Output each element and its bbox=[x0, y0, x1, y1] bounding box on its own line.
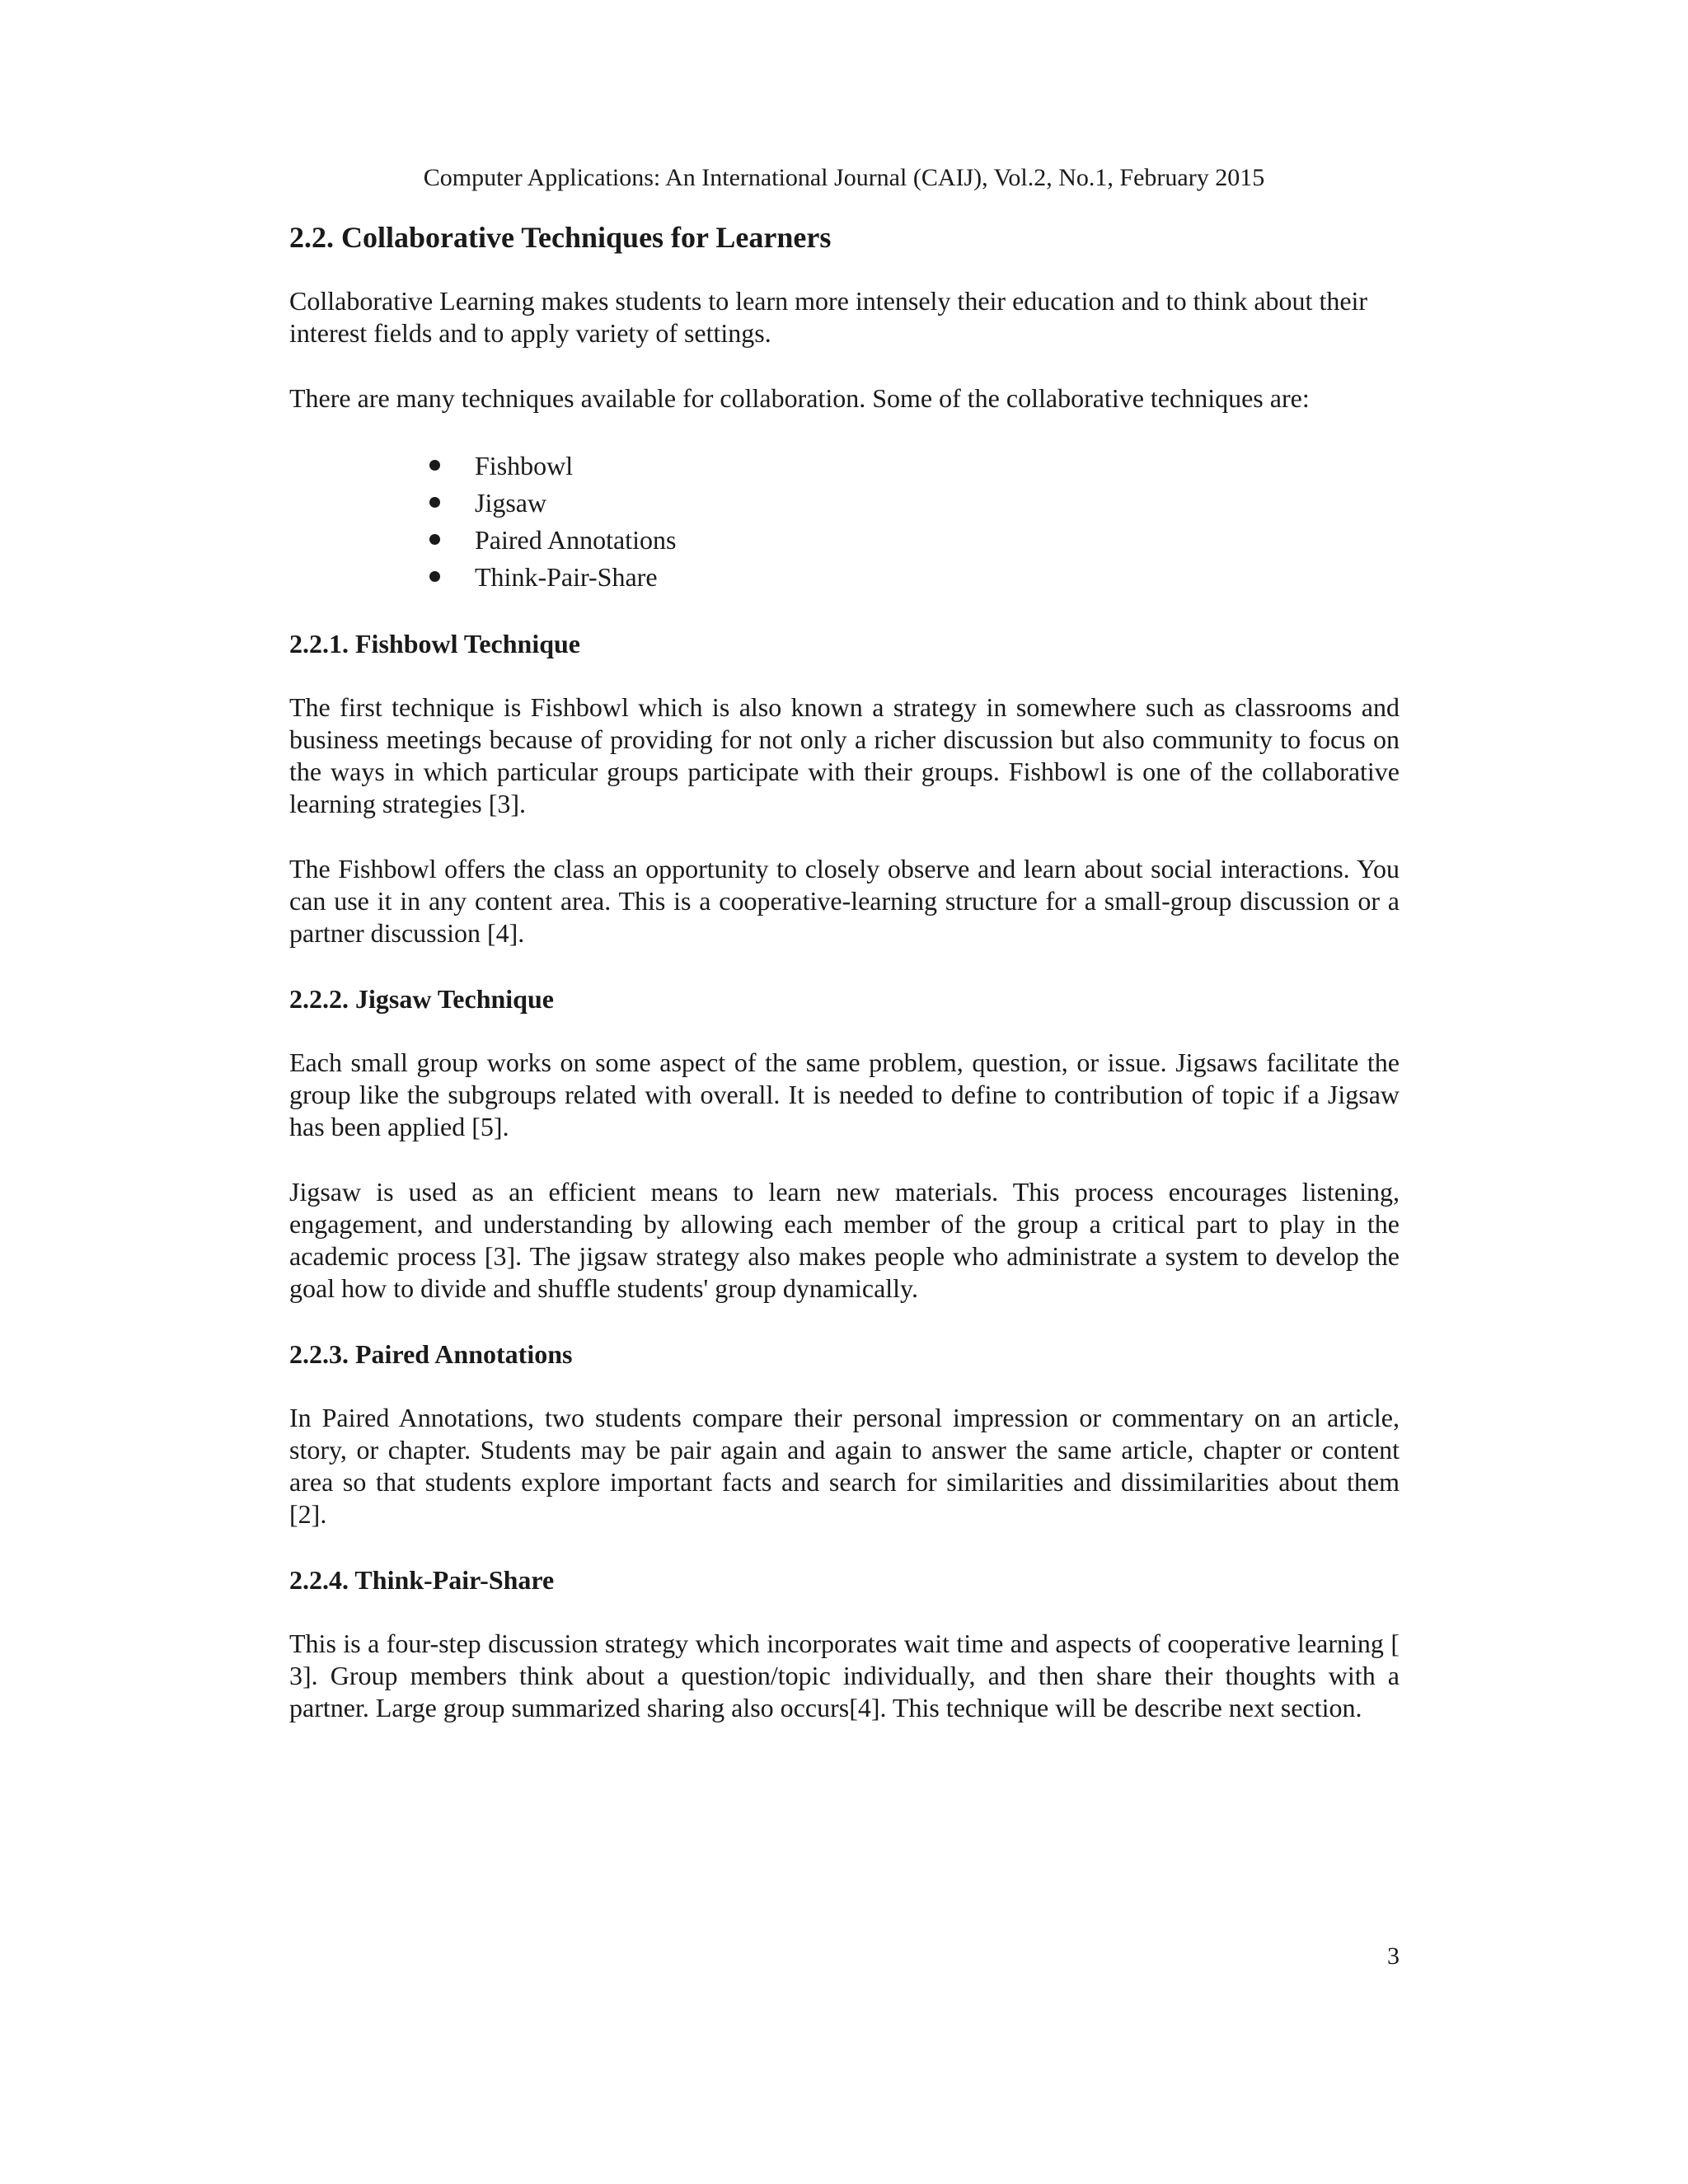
jigsaw-paragraph-2: Jigsaw is used as an efficient means to learn new materials. This process encourages listening, engagement, and understanding by allowing each member of the group a critical part to play in the academic process [3]. The jigsaw strategy also makes people who administrate a system to develop the goal how to divide and shuffle students' group dynamically. bbox=[289, 1177, 1400, 1303]
technique-list bbox=[289, 448, 1400, 596]
bullet-icon bbox=[429, 571, 440, 582]
intro-paragraph-1: Collaborative Learning makes students to learn more intensely their education and to think about their interest fields and to apply variety of settings. bbox=[289, 286, 1368, 348]
running-header: Computer Applications: An International Journal (CAIJ), Vol.2, No.1, February 2015 bbox=[423, 164, 1265, 191]
bullet-icon bbox=[429, 534, 440, 545]
fishbowl-paragraph-2: The Fishbowl offers the class an opportunity to closely observe and learn about social interactions. You can use it in any content area. This is a cooperative-learning structure for a small-group discussion or a partner discussion [4]. bbox=[289, 854, 1400, 948]
fishbowl-paragraph-1: The first technique is Fishbowl which is also known a strategy in somewhere such as classrooms and business meetings because of providing for not only a richer discussion but also community to focus on the ways in which particular groups participate with their groups. Fishbowl is one of the collaborative learning strategies [3]. bbox=[289, 692, 1400, 818]
section-heading: 2.2. Collaborative Techniques for Learners bbox=[289, 221, 832, 254]
bullet-icon bbox=[429, 460, 440, 471]
list-item bbox=[429, 559, 1400, 596]
list-item bbox=[429, 485, 1400, 522]
list-item-label: Jigsaw bbox=[475, 488, 547, 518]
list-item-label: Think-Pair-Share bbox=[475, 562, 658, 592]
list-item-label: Paired Annotations bbox=[475, 525, 677, 555]
paired-annotations-heading: 2.2.3. Paired Annotations bbox=[289, 1339, 573, 1369]
list-item-label: Fishbowl bbox=[475, 451, 574, 480]
intro-paragraph-2: There are many techniques available for collaboration. Some of the collaborative techniques are: bbox=[289, 383, 1310, 413]
page-number: 3 bbox=[1387, 1943, 1400, 1970]
bullet-icon bbox=[429, 497, 440, 508]
paired-annotations-paragraph: In Paired Annotations, two students compare their personal impression or commentary on an article, story, or chapter. Students may be pair again and again to answer the same article, chapter or content area so that students explore important facts and search for similarities and dissimilarities about them [2]. bbox=[289, 1403, 1400, 1529]
list-item bbox=[429, 522, 1400, 559]
body-column bbox=[289, 218, 1400, 1724]
jigsaw-heading: 2.2.2. Jigsaw Technique bbox=[289, 984, 554, 1014]
list-item bbox=[429, 448, 1400, 485]
fishbowl-heading: 2.2.1. Fishbowl Technique bbox=[289, 629, 580, 658]
think-pair-share-heading: 2.2.4. Think-Pair-Share bbox=[289, 1565, 555, 1595]
jigsaw-paragraph-1: Each small group works on some aspect of the same problem, question, or issue. Jigsaws facilitate the group like the subgroups related with overall. It is needed to define to contribution of topic if a Jigsaw has been applied [5]. bbox=[289, 1047, 1400, 1141]
think-pair-share-paragraph: This is a four-step discussion strategy which incorporates wait time and aspects of cooperative learning [ 3]. Group members think about a question/topic individually, and then share their thoughts with a partner. Large group summarized sharing also occurs[4]. This technique will be describe next section. bbox=[289, 1629, 1400, 1722]
